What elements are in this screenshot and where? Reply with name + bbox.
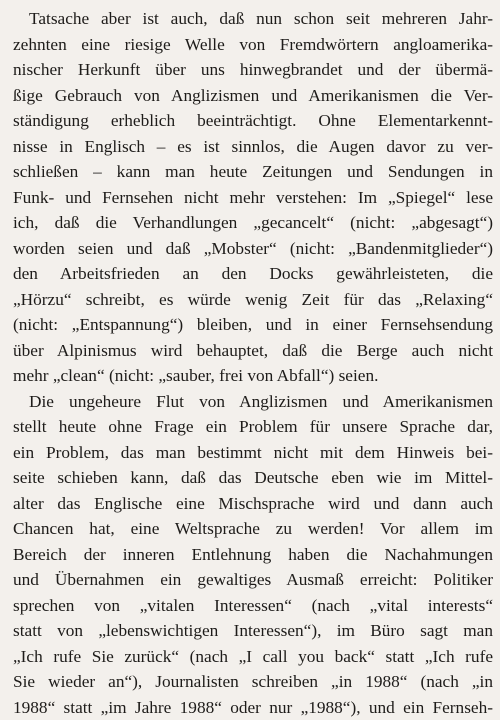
text-line: über Alpinismus wird behauptet, daß die Berge auch nicht [13, 338, 493, 364]
text-line: Tatsache aber ist auch, daß nun schon seit mehreren Jahr- [13, 6, 493, 32]
text-line: statt von „lebenswichtigen Interessen“), im Büro sagt man [13, 618, 493, 644]
paragraph-1 [13, 6, 493, 389]
text-line: ich, daß die Verhandlungen „gecancelt“ (nicht: „abgesagt“) [13, 210, 493, 236]
text-line: sprechen von „vitalen Interessen“ (nach „vital interests“ [13, 593, 493, 619]
text-line: Chancen hat, eine Weltsprache zu werden! Vor allem im [13, 516, 493, 542]
book-page-text [13, 6, 493, 720]
text-line: und Übernahmen ein gewaltiges Ausmaß erreicht: Politiker [13, 567, 493, 593]
text-line: Die ungeheure Flut von Anglizismen und Amerikanismen [13, 389, 493, 415]
text-line: (nicht: „Entspannung“) bleiben, und in einer Fernsehsendung [13, 312, 493, 338]
text-line: worden seien und daß „Mobster“ (nicht: „Bandenmitglieder“) [13, 236, 493, 262]
text-line: seite schieben kann, daß das Deutsche eben wie im Mittel- [13, 465, 493, 491]
text-line: schließen – kann man heute Zeitungen und Sendungen in [13, 159, 493, 185]
text-line: Sie wieder an“), Journalisten schreiben „in 1988“ (nach „in [13, 669, 493, 695]
text-line: Bereich der inneren Entlehnung haben die Nachahmungen [13, 542, 493, 568]
text-line: den Arbeitsfrieden an den Docks gewährleisteten, die [13, 261, 493, 287]
text-line: „Ich rufe Sie zurück“ (nach „I call you back“ statt „Ich rufe [13, 644, 493, 670]
text-line: Funk- und Fernsehen nicht mehr verstehen: Im „Spiegel“ lese [13, 185, 493, 211]
text-line: ständigung erheblich beeinträchtigt. Ohne Elementarkennt- [13, 108, 493, 134]
text-line: nischer Herkunft über uns hinwegbrandet und der übermä- [13, 57, 493, 83]
text-line: nisse in Englisch – es ist sinnlos, die Augen davor zu ver- [13, 134, 493, 160]
text-line: stellt heute ohne Frage ein Problem für unsere Sprache dar, [13, 414, 493, 440]
text-line: 1988“ statt „im Jahre 1988“ oder nur „1988“), und ein Fernseh- [13, 695, 493, 720]
text-line: zehnten eine riesige Welle von Fremdwörtern angloamerika- [13, 32, 493, 58]
text-line: alter das Englische eine Mischsprache wird und dann auch [13, 491, 493, 517]
paragraph-2 [13, 389, 493, 720]
text-line: „Hörzu“ schreibt, es würde wenig Zeit für das „Relaxing“ [13, 287, 493, 313]
text-line: ein Problem, das man bestimmt nicht mit dem Hinweis bei- [13, 440, 493, 466]
text-line: ßige Gebrauch von Anglizismen und Amerikanismen die Ver- [13, 83, 493, 109]
text-line: mehr „clean“ (nicht: „sauber, frei von Abfall“) seien. [13, 363, 493, 389]
